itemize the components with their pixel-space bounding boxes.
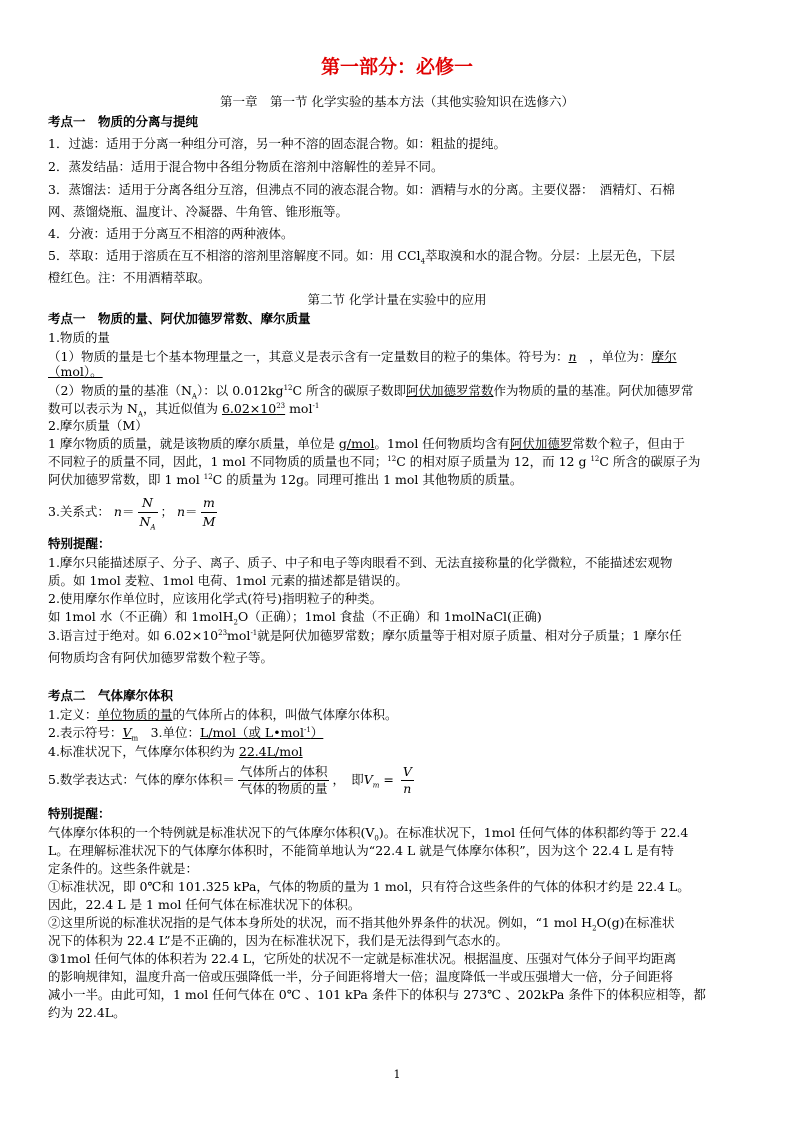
gas-standard: 4.标准状况下，气体摩尔体积约为 22.4L/mol [48,744,303,759]
gas-note-2b: 因此，22.4 L 是 1 mol 任何气体在标准状况下的体积。 [48,897,361,912]
paragraph-extraction-2: 橙红色。注：不用酒精萃取。 [48,270,211,285]
gas-note-1b: L。在理解标准状况下的气体摩尔体积时，不能简单地认为“22.4 L 就是气体摩尔体积”，因为这个 22.4 L 是有特 [48,843,674,858]
paragraph-avogadro-1: （2）物质的量的基准$(N_A)$：以 $0.012kg^{12}C$ 所含的碳原子数即阿伏加德罗常数作为物质的量的基准。阿伏加德罗常 [48,383,694,401]
paragraph-molar-mass-1: 1 摩尔物质的质量，就是该物质的摩尔质量，单位是 g/mol。1mol 任何物质均含有阿伏加德罗常数个粒子，但由于 [48,436,685,451]
paragraph-avogadro-2: 数可以表示为 $N_A$，其近似值为 $6.02\times 10^{23}$ mol$^{-1}$ [48,401,320,419]
gas-note-2a: ①标准状况，即 0℃和 101.325 kPa，气体的物质的量为 1 mol，只有符合这些条件的气体的体积才约是 22.4 L。 [48,879,690,894]
page-number: 1 [393,1068,401,1081]
gas-note-4c: 减小一半。由此可知，1 mol 任何气体在 0℃ 、101 kPa 条件下的体积与 273℃ 、202kPa 条件下的体积应相等，都 [48,987,706,1002]
paragraph-molar-mass-2: 不同粒子的质量不同，因此，1 mol 不同物质的质量也不同；$^{12}$C 的相对原子质量为 12，而 12 g $^{12}$C 所含的碳原子为 [48,454,701,469]
tip-2: 2.使用摩尔作单位时，应该用化学式(符号)指明粒子的种类。 [48,591,383,606]
gas-note-4b: 的影响规律知，温度升高一倍或压强降低一半，分子间距将增大一倍；温度降低一半或压强增大一倍，分子间距将 [48,969,674,984]
tips-title-2: 特别提醒： [48,806,111,821]
paragraph-filtration: 1．过滤：适用于分离一种组分可溶，另一种不溶的固态混合物。如：粗盐的提纯。 [48,136,506,151]
gas-note-4d: 约为 22.4L。 [48,1005,126,1020]
section-heading-2: 第二节 化学计量在实验中的应用 [307,292,487,307]
tips-title-1: 特别提醒： [48,536,111,551]
tip-2b: 如 1mol 水（不正确）和 1molH$_2$O（正确）；1mol 食盐（不正确）和 1molNaCl(正确) [48,609,542,627]
page-title: 第一部分：必修一 [320,56,473,78]
section-title-separation: 考点一 物质的分离与提纯 [48,114,199,129]
paragraph-separation-liquid: 4．分液：适用于分离互不相溶的两种液体。 [48,226,294,241]
paragraph-evaporation: 2．蒸发结晶：适用于混合物中各组分物质在溶剂中溶解性的差异不同。 [48,159,444,174]
subheading-amount: 1.物质的量 [48,330,110,345]
formula-relations: 3.关系式： n＝ $\frac{N}{N_A}$ ； n＝ $\frac{m}{M}$ [48,495,216,532]
tip-3a: 3.语言过于绝对。如 $6.02\times 10^{23}mol^{-1}$就是阿伏加德罗常数；摩尔质量等于相对原子质量、相对分子质量；1 摩尔任 [48,628,682,643]
tip-3b: 何物质均含有阿伏加德罗常数个粒子等。 [48,650,274,665]
gas-note-4a: ③1mol 任何气体的体积若为 22.4 L，它所处的状况不一定就是标准状况。根据温度、压强对气体分子间平均距离 [48,951,677,966]
gas-note-3a: ②这里所说的标准状况指的是气体本身所处的状况，而不指其他外界条件的状况。例如，“1 mol $H_2O(g)$在标准状 [48,915,675,933]
paragraph-extraction-1: 5．萃取：适用于溶质在互不相溶的溶剂里溶解度不同。如：用 CCl$_4$萃取溴和水的混合物。分层：上层无色，下层 [48,248,676,266]
gas-note-3b: 况下的体积为 22.4 L”是不正确的，因为在标准状况下，我们是无法得到气态水的。 [48,933,508,948]
paragraph-molar-mass-3: 阿伏加德罗常数，即 1 mol $^{12}$C 的质量为 12g。同理可推出 1 mol 其他物质的质量。 [48,472,523,487]
paragraph-distillation-1: 3．蒸馏法：适用于分离各组分互溶，但沸点不同的液态混合物。如：酒精与水的分离。主要仪器： 酒精灯、石棉 [48,182,675,197]
section-title-mole: 考点一 物质的量、阿伏加德罗常数、摩尔质量 [48,311,311,326]
gas-definition: 1.定义：单位物质的量的气体所占的体积，叫做气体摩尔体积。 [48,707,398,722]
gas-formula: 5.数学表达式：气体的摩尔体积＝ $\frac{\text{气体所占的体积}}{\text{气体的物质的量}}$ ， 即$V_m$ = $\frac{V}{n}$ [48,764,412,796]
tip-1a: 1.摩尔只能描述原子、分子、离子、质子、中子和电子等肉眼看不到、无法直接称量的化学微粒，不能描述宏观物 [48,555,673,570]
gas-note-1a: 气体摩尔体积的一个特例就是标准状况下的气体摩尔体积$(V_0)$。在标准状况下，1mol 任何气体的体积都约等于 22.4 [48,825,689,843]
paragraph-amount-1: （1）物质的量是七个基本物理量之一，其意义是表示含有一定量数目的粒子的集体。符号为：n ，单位为：摩尔 [48,349,677,364]
gas-note-1c: 定条件的。这些条件就是： [48,861,199,876]
section-title-gas-volume: 考点二 气体摩尔体积 [48,688,174,703]
tip-1b: 质。如 1mol 麦粒、1mol 电荷、1mol 元素的描述都是错误的。 [48,573,408,588]
paragraph-amount-unit: （mol）。 [48,364,103,379]
chapter-heading: 第一章 第一节 化学实验的基本方法（其他实验知识在选修六） [220,94,574,109]
gas-symbol-unit: 2.表示符号：$V_m$ 3.单位：L/mol（或 L•mol$^{-1}$） [48,725,324,743]
paragraph-distillation-2: 网、蒸馏烧瓶、温度计、冷凝器、牛角管、锥形瓶等。 [48,204,349,219]
subheading-molar-mass: 2.摩尔质量（M） [48,418,148,433]
